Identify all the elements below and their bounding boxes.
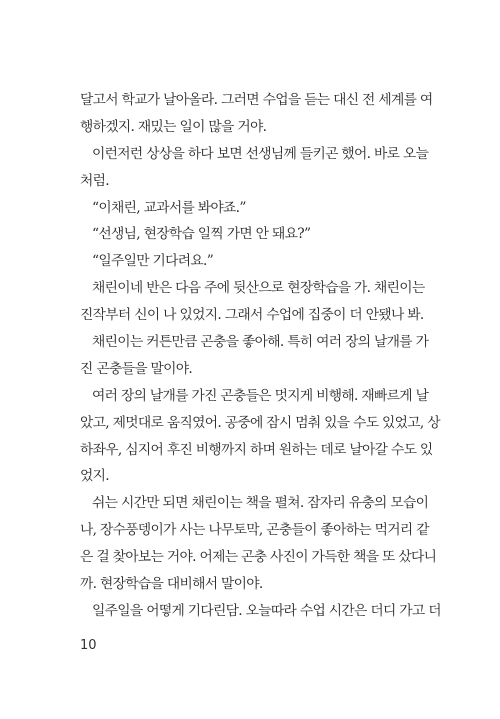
text-line: 일주일을 어떻게 기다린담. 오늘따라 수업 시간은 더디 가고 더 [92, 602, 441, 619]
text-line: 은 걸 찾아보는 거야. 어제는 곤충 사진이 가득한 책을 또 샀다니 [80, 549, 437, 566]
text-line: 았고, 제멋대로 움직였어. 공중에 잠시 멈춰 있을 수도 있었고, 상 [80, 414, 440, 431]
page-number: 10 [80, 638, 97, 653]
text-line: 쉬는 시간만 되면 채린이는 책을 펼쳐. 잠자리 유충의 모습이 [92, 495, 429, 512]
text-line: 처럼. [80, 172, 109, 189]
dialogue-line: “선생님, 현장학습 일찍 가면 안 돼요?” [92, 226, 311, 243]
text-line: 진 곤충들을 말이야. [80, 360, 193, 377]
text-line: 이런저런 상상을 하다 보면 선생님께 들키곤 했어. 바로 오늘 [92, 145, 429, 162]
text-line: 채린이네 반은 다음 주에 뒷산으로 현장학습을 가. 채린이는 [92, 280, 425, 297]
body-text [80, 87, 441, 625]
text-line: 진작부터 신이 나 있었지. 그래서 수업에 집중이 더 안됐나 봐. [80, 307, 424, 324]
text-line: 었지. [80, 468, 109, 485]
text-line: 여러 장의 날개를 가진 곤충들은 멋지게 비행해. 재빠르게 날 [92, 387, 429, 404]
dialogue-line: “이채린, 교과서를 봐야죠.” [92, 199, 246, 216]
text-line: 채린이는 커튼만큼 곤충을 좋아해. 특히 여러 장의 날개를 가 [92, 334, 429, 351]
text-line: 까. 현장학습을 대비해서 말이야. [80, 576, 263, 593]
text-line: 달고서 학교가 날아올라. 그러면 수업을 듣는 대신 전 세계를 여 [80, 92, 433, 108]
text-line: 행하겠지. 재밌는 일이 많을 거야. [80, 118, 267, 135]
text-line: 하좌우, 심지어 후진 비행까지 하며 원하는 데로 날아갈 수도 있 [80, 441, 433, 458]
text-line: 나, 장수풍뎅이가 사는 나무토막, 곤충들이 좋아하는 먹거리 같 [80, 522, 429, 539]
dialogue-line: “일주일만 기다려요.” [92, 253, 214, 270]
